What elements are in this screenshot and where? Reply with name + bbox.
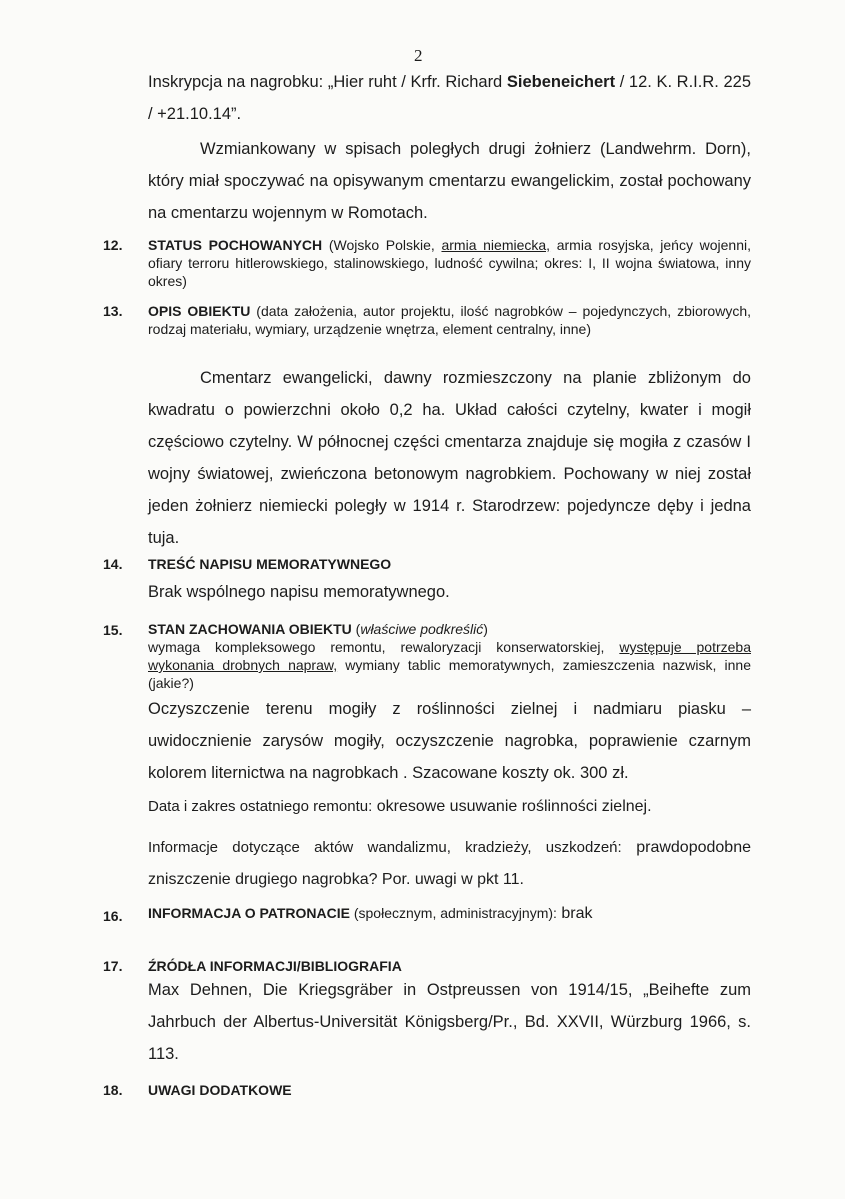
last-repair-label: Data i zakres ostatniego remontu: xyxy=(148,798,373,815)
last-repair-value: okresowe usuwanie roślinności zielnej. xyxy=(372,798,652,815)
section-14-number: 14. xyxy=(103,556,123,572)
vandalism-value: prawdopodobne zniszczenie drugiego nagrobka? Por. uwagi w pkt 11. xyxy=(148,839,751,888)
section-12-options-start: (Wojsko Polskie, xyxy=(322,237,442,253)
section-15-options-end: wymiany tablic memoratywnych, zamieszczenia nazwisk, inne (jakie?) xyxy=(148,657,751,691)
section-14-title: TREŚĆ NAPISU MEMORATYWNEGO xyxy=(148,556,392,572)
section-12-heading xyxy=(148,236,751,290)
section-16-title: INFORMACJA O PATRONACIE xyxy=(148,905,350,921)
section-15-options-start: wymaga kompleksowego remontu, rewaloryzacji konserwatorskiej, xyxy=(148,639,620,655)
section-18-title: UWAGI DODATKOWE xyxy=(148,1082,292,1098)
section-14-heading xyxy=(148,555,751,573)
vandalism-info xyxy=(148,832,751,896)
last-repair-info xyxy=(148,791,751,823)
section-13-body: Cmentarz ewangelicki, dawny rozmieszczony na planie zbliżonym do kwadratu o powierzchni około 0,2 ha. Układ całości czytelny, kwater i mogił częściowo czytelny. W północnej części cmentarza znajduje się mogiła z czasów I wojny światowej, zwieńczona betonowym nagrobkiem. Pochowany w niej został jeden żołnierz niemiecki poległy w 1914 r. Starodrzew: pojedyncze dęby i jedna tuja. xyxy=(148,369,751,547)
section-18-heading xyxy=(148,1081,751,1099)
section-17-title: ŹRÓDŁA INFORMACJI/BIBLIOGRAFIA xyxy=(148,958,402,974)
section-14-body: Brak wspólnego napisu memoratywnego. xyxy=(148,583,450,601)
second-soldier-paragraph: Wzmiankowany w spisach poległych drugi żołnierz (Landwehrm. Dorn), który miał spoczywać na opisywanym cmentarzu ewangelickim, został pochowany na cmentarzu wojennym w Romotach. xyxy=(148,140,751,222)
section-16-description: (społecznym, administracyjnym): xyxy=(349,905,557,921)
section-12-options-end: armia rosyjska, jeńcy wojenni, ofiary terroru hitlerowskiego, stalinowskiego, ludność cywilna; okres: I, II wojna światowa, inny okres) xyxy=(148,237,751,289)
section-18-number: 18. xyxy=(103,1082,123,1098)
section-17-body: Max Dehnen, Die Kriegsgräber in Ostpreussen von 1914/15, „Beihefte zum Jahrbuch der Albertus-Universität Königsberg/Pr., Bd. XXVII, Würzburg 1966, s. 113. xyxy=(148,981,751,1063)
vandalism-label: Informacje dotyczące aktów wandalizmu, kradzieży, uszkodzeń: xyxy=(148,839,622,856)
section-15-body: Oczyszczenie terenu mogiły z roślinności zielnej i nadmiaru piasku – uwidocznienie zarysów mogiły, oczyszczenie nagrobka, poprawienie czarnym kolorem liternictwa na nagrobkach . Szacowane koszty ok. 300 zł. xyxy=(148,700,751,782)
section-15-hint: właściwe podkreślić xyxy=(360,621,484,637)
section-17-heading xyxy=(148,957,751,975)
section-13-number: 13. xyxy=(103,303,123,319)
section-13-title: OPIS OBIEKTU xyxy=(148,303,251,319)
section-12-selected-option: armia niemiecka, xyxy=(441,237,551,253)
inscription-text-end: / 12. K. R.I.R. 225 / +21.10.14”. xyxy=(148,73,751,123)
section-17-number: 17. xyxy=(103,958,123,974)
page-number: 2 xyxy=(414,46,423,65)
section-12-number: 12. xyxy=(103,237,123,253)
inscription-paragraph xyxy=(148,66,751,130)
section-15-heading: STAN ZACHOWANIA OBIEKTU (właściwe podkreślić) wymaga kompleksowego remontu, rewaloryzacji konserwatorskiej, występuje potrzeba wykonania drobnych napraw, wymiany tablic memoratywnych, zamieszczenia nazwisk, inne (jakie?) xyxy=(148,621,751,691)
section-16-value: brak xyxy=(556,905,593,922)
section-15-selected-option: występuje potrzeba wykonania drobnych napraw, xyxy=(148,639,751,673)
section-13-heading xyxy=(148,302,751,338)
section-16-number: 16. xyxy=(103,908,123,924)
inscription-name: Siebeneichert xyxy=(506,73,616,91)
section-12-title: STATUS POCHOWANYCH xyxy=(148,237,323,253)
inscription-text-start: Inskrypcja na nagrobku: „Hier ruht / Krfr. Richard xyxy=(148,73,507,91)
section-15-number: 15. xyxy=(103,622,123,638)
section-15-title: STAN ZACHOWANIA OBIEKTU xyxy=(148,621,352,637)
section-13-description: (data założenia, autor projektu, ilość nagrobków – pojedynczych, zbiorowych, rodzaj materiału, wymiary, urządzenie wnętrza, element centralny, inne) xyxy=(148,303,751,337)
section-16-heading xyxy=(148,904,751,923)
